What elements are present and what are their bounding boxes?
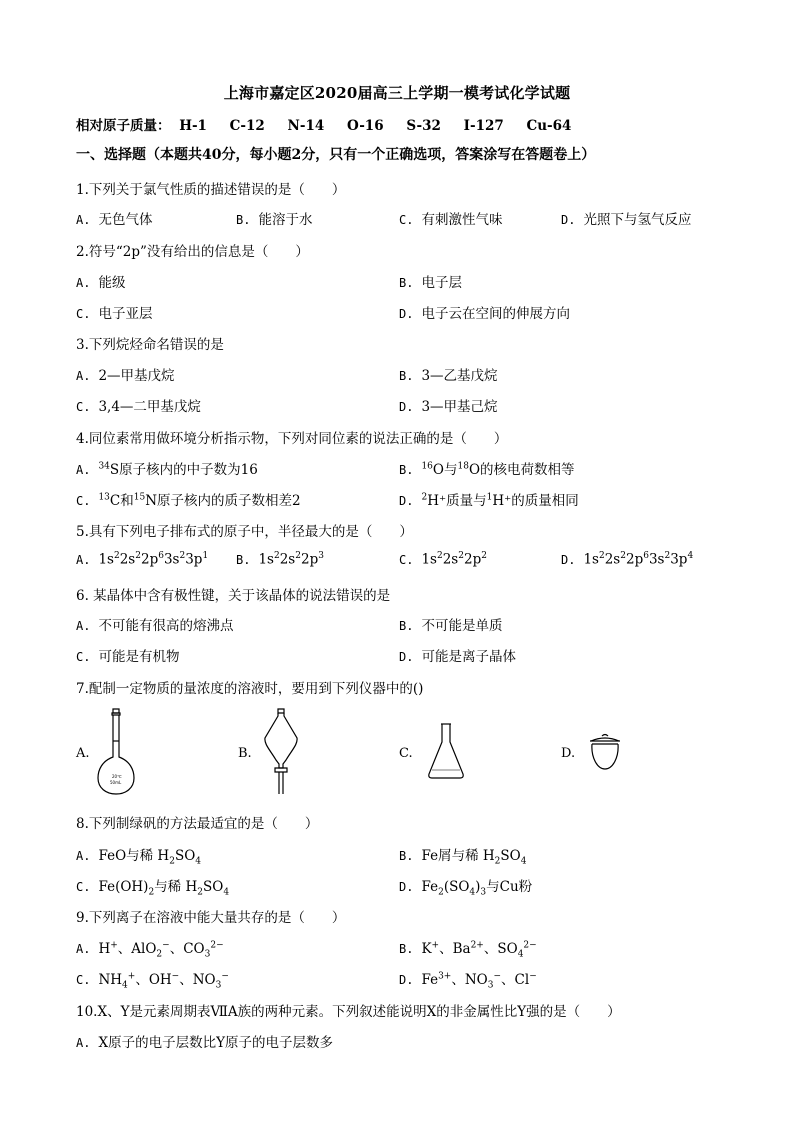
mass-item: O-16 [346, 118, 384, 134]
question-1-stem: 1.下列关于氯气性质的描述错误的是（ ） [76, 182, 346, 198]
q3-option-c[interactable]: C. 3,4—二甲基戊烷 [76, 399, 201, 415]
q4-option-a[interactable]: A. $^{34}$S原子核内的中子数为16 [76, 461, 258, 478]
q4-option-c[interactable]: C. $^{13}$C和$^{15}$N原子核内的质子数相差2 [76, 492, 301, 509]
mass-item: N-14 [287, 118, 325, 134]
q8-option-d[interactable]: D. $Fe_2(SO_4)_3$与Cu粉 [399, 879, 533, 898]
q5-option-b[interactable]: B. $1s^22s^22p^3$ [236, 551, 324, 568]
q9-option-c[interactable]: C. $NH_4^+$、OH−、$NO_3^-$ [76, 971, 229, 991]
q1-option-c[interactable]: C. 有刺激性气味 [399, 212, 503, 228]
q9-option-a[interactable]: A. H+、AlO$_2$−、$CO_3^{2-}$ [76, 940, 224, 960]
q4-option-b[interactable]: B. $^{16}$O与$^{18}$O的核电荷数相等 [399, 461, 575, 478]
q1-option-a[interactable]: A. 无色气体 [76, 212, 153, 228]
q2-option-c[interactable]: C. 电子亚层 [76, 306, 153, 322]
question-7-stem: 7.配制一定物质的量浓度的溶液时，要用到下列仪器中的() [76, 681, 424, 697]
atomic-masses-label: 相对原子质量： [76, 118, 171, 134]
q1-option-d[interactable]: D. 光照下与氢气反应 [561, 212, 692, 228]
q7-option-d-label[interactable]: D. [561, 746, 576, 761]
q3-option-a[interactable]: A. 2—甲基戊烷 [76, 368, 175, 384]
q7-option-a-label[interactable]: A. [76, 746, 90, 761]
conical-flask-icon[interactable] [426, 722, 466, 780]
mass-item: S-32 [406, 118, 441, 134]
atomic-masses [76, 114, 589, 134]
q8-option-a[interactable]: A. FeO与稀 $H_2SO_4$ [76, 848, 202, 867]
q7-option-c-label[interactable]: C. [399, 746, 413, 761]
mass-item: H-1 [179, 118, 207, 134]
q5-option-c[interactable]: C. $1s^22s^22p^2$ [399, 551, 487, 568]
q5-option-a[interactable]: A. $1s^22s^22p^63s^23p^1$ [76, 551, 209, 568]
svg-text:20℃: 20℃ [112, 774, 122, 779]
q8-option-b[interactable]: B. Fe屑与稀 $H_2SO_4$ [399, 848, 527, 867]
q6-option-c[interactable]: C. 可能是有机物 [76, 649, 180, 665]
q10-option-a[interactable]: A. X原子的电子层数比Y原子的电子层数多 [76, 1035, 333, 1051]
question-4-stem: 4.同位素常用做环境分析指示物，下列对同位素的说法正确的是（ ） [76, 431, 508, 447]
question-10-stem: 10.X、Y是元素周期表ⅦA族的两种元素。下列叙述能说明X的非金属性比Y强的是（ ） [76, 1004, 621, 1020]
section-heading: 一、选择题（本题共40分，每小题2分，只有一个正确选项，答案涂写在答题卷上） [76, 147, 596, 163]
separatory-funnel-icon[interactable] [262, 708, 300, 796]
q8-option-c[interactable]: C. $Fe(OH)_2$与稀 $H_2SO_4$ [76, 879, 230, 898]
q3-option-d[interactable]: D. 3—甲基己烷 [399, 399, 498, 415]
svg-text:50mL: 50mL [110, 780, 122, 785]
q6-option-b[interactable]: B. 不可能是单质 [399, 618, 503, 634]
page-title: 上海市嘉定区2020届高三上学期一模考试化学试题 [223, 84, 571, 102]
volumetric-flask-icon[interactable] [96, 708, 136, 796]
q3-option-b[interactable]: B. 3—乙基戊烷 [399, 368, 498, 384]
question-6-stem: 6. 某晶体中含有极性键，关于该晶体的说法错误的是 [76, 588, 391, 604]
question-8-stem: 8.下列制绿矾的方法最适宜的是（ ） [76, 816, 319, 832]
question-3-stem: 3.下列烷烃命名错误的是 [76, 337, 224, 353]
q7-option-b-label[interactable]: B. [238, 746, 252, 761]
q5-option-d[interactable]: D. $1s^22s^22p^63s^23p^4$ [561, 551, 694, 568]
mass-item: I-127 [463, 118, 504, 134]
q9-option-d[interactable]: D. $Fe^{3+}$、$NO_3^-$、Cl− [399, 971, 537, 991]
mass-item: C-12 [229, 118, 265, 134]
q2-option-d[interactable]: D. 电子云在空间的伸展方向 [399, 306, 570, 322]
q6-option-a[interactable]: A. 不可能有很高的熔沸点 [76, 618, 234, 634]
q1-option-b[interactable]: B. 能溶于水 [236, 212, 313, 228]
question-5-stem: 5.具有下列电子排布式的原子中，半径最大的是（ ） [76, 524, 413, 540]
question-2-stem: 2.符号“2p”没有给出的信息是（ ） [76, 244, 309, 260]
q6-option-d[interactable]: D. 可能是离子晶体 [399, 649, 516, 665]
q9-option-b[interactable]: B. K+、$Ba^{2+}$、$SO_4^{2-}$ [399, 940, 537, 960]
question-9-stem: 9.下列离子在溶液中能大量共存的是（ ） [76, 910, 346, 926]
q2-option-b[interactable]: B. 电子层 [399, 275, 462, 291]
q4-option-d[interactable]: D. $^2$H⁺质量与$^1$H⁺的质量相同 [399, 492, 579, 509]
mass-item: Cu-64 [526, 118, 572, 134]
q2-option-a[interactable]: A. 能级 [76, 275, 126, 291]
crucible-icon[interactable] [585, 733, 625, 773]
